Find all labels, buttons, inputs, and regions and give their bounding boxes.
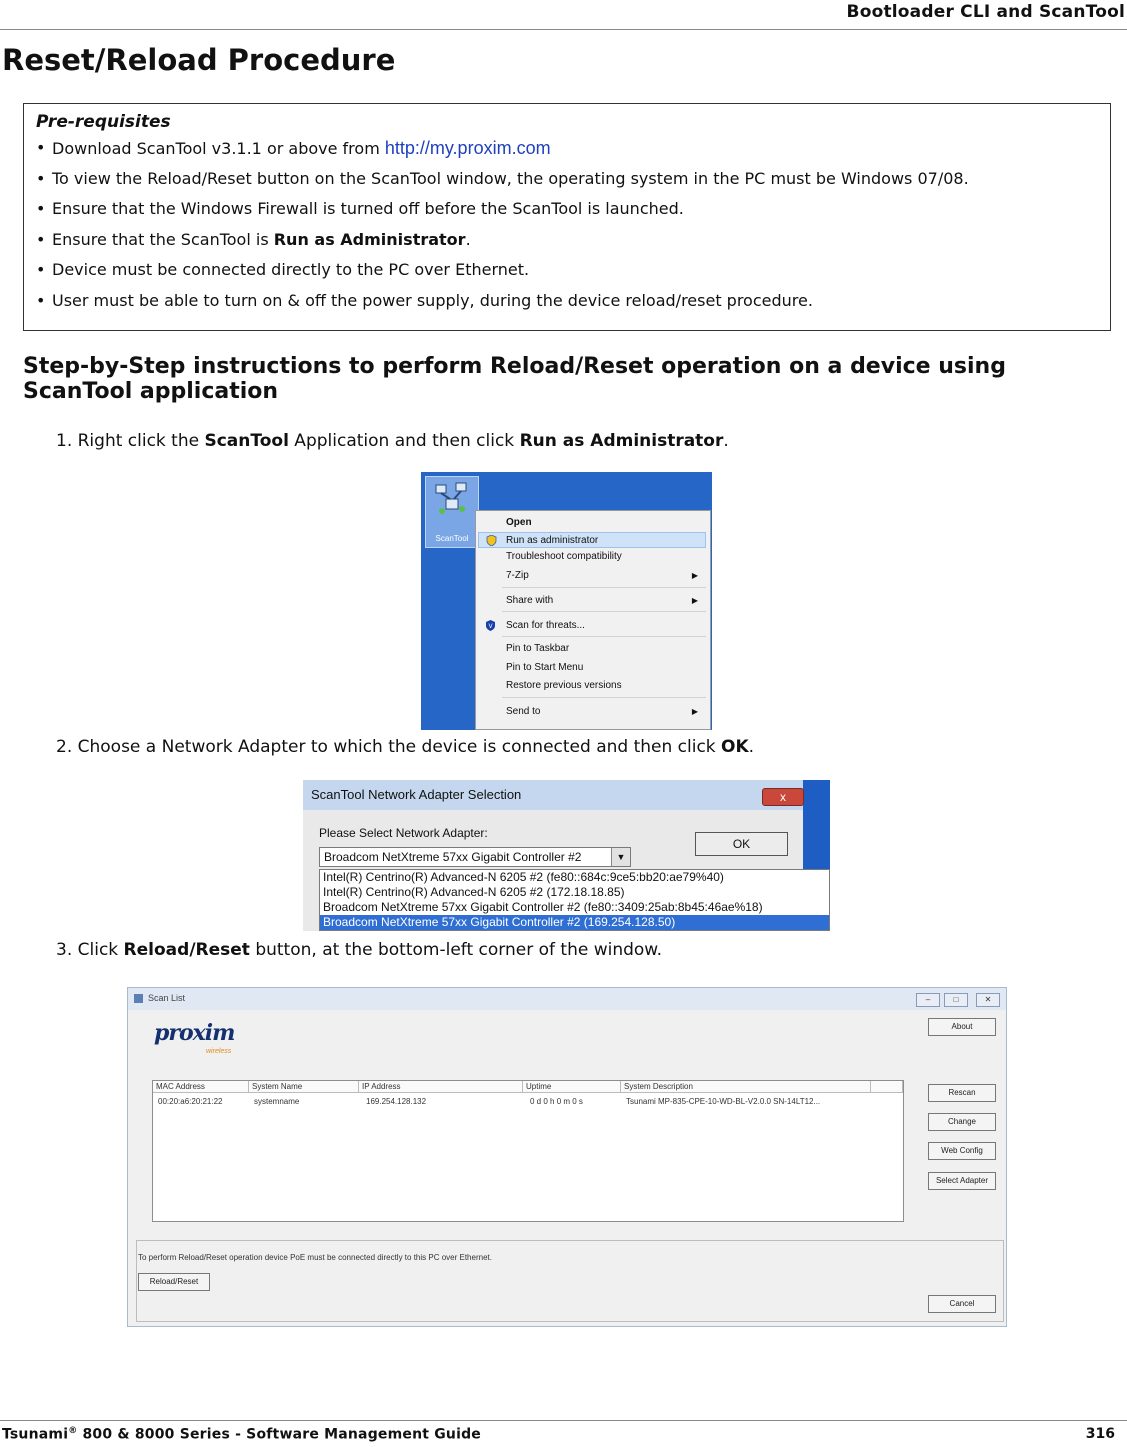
prereq-item <box>36 138 1098 169</box>
scantool-desktop-icon[interactable] <box>425 476 479 548</box>
menu-separator <box>502 587 706 588</box>
ok-button[interactable]: OK <box>695 832 788 856</box>
prereq-text: User must be able to turn on & off the power supply, during the device reload/reset procedure. <box>52 290 813 310</box>
step-text: . <box>748 737 755 757</box>
prereq-item <box>36 260 1098 291</box>
prereq-item <box>36 230 1098 261</box>
menu-item-label: Share with <box>506 595 554 606</box>
column-header[interactable]: Uptime <box>523 1081 621 1093</box>
page-title: Reset/Reload Procedure <box>2 43 396 77</box>
adapter-option[interactable]: Intel(R) Centrino(R) Advanced-N 6205 #2 (fe80::684c:9ce5:bb20:ae79%40) <box>323 870 724 884</box>
menu-item-open[interactable]: Open <box>506 517 532 528</box>
prerequisites-box <box>23 103 1111 331</box>
column-header[interactable]: MAC Address <box>153 1081 249 1093</box>
app-icon <box>134 994 143 1003</box>
bullet-icon: • <box>36 138 46 157</box>
change-button[interactable]: Change <box>928 1113 996 1131</box>
menu-item-restore[interactable]: Restore previous versions <box>506 680 622 691</box>
prereq-bold: Run as Administrator <box>273 229 466 249</box>
submenu-arrow-icon: ▶ <box>691 707 698 716</box>
window-titlebar <box>128 988 1006 1010</box>
step-text: 3. Click <box>56 940 124 960</box>
uac-shield-icon <box>486 535 497 546</box>
step-bold: ScanTool <box>204 431 289 451</box>
menu-item-7zip[interactable] <box>506 568 706 584</box>
menu-item-label: Send to <box>506 706 541 717</box>
table-cell[interactable]: systemname <box>254 1097 300 1106</box>
prereq-item <box>36 169 1098 200</box>
column-header[interactable]: System Description <box>621 1081 871 1093</box>
logo-tagline: wireless <box>206 1048 232 1055</box>
menu-item-pin-taskbar[interactable]: Pin to Taskbar <box>506 643 570 654</box>
proxim-link[interactable]: http://my.proxim.com <box>384 138 551 158</box>
step-text: . <box>723 431 729 451</box>
menu-item-scan-threats[interactable] <box>478 618 706 634</box>
table-cell[interactable]: Tsunami MP-835-CPE-10-WD-BL-V2.0.0 SN-14LT12... <box>626 1097 821 1106</box>
table-cell[interactable]: 169.254.128.132 <box>366 1097 427 1106</box>
bullet-icon: • <box>36 290 46 310</box>
chevron-down-icon[interactable]: ▼ <box>611 848 630 866</box>
page-number: 316 <box>1085 1426 1115 1442</box>
cancel-button[interactable]: Cancel <box>928 1295 996 1313</box>
menu-separator <box>502 636 706 637</box>
footer-title <box>2 1426 481 1443</box>
rescan-button[interactable]: Rescan <box>928 1084 996 1102</box>
step-text: 2. Choose a Network Adapter to which the device is connected and then click <box>56 737 722 757</box>
prereq-item <box>36 291 1098 322</box>
minimize-button[interactable]: – <box>916 993 940 1007</box>
menu-item-send-to[interactable] <box>506 704 706 720</box>
footer-rule <box>0 1420 1127 1421</box>
menu-item-troubleshoot[interactable]: Troubleshoot compatibility <box>506 551 622 562</box>
context-menu <box>475 510 711 730</box>
bullet-icon: • <box>36 260 46 279</box>
adapter-list[interactable] <box>319 869 830 931</box>
prereq-item <box>36 199 1098 230</box>
svg-text:V: V <box>488 623 493 630</box>
web-config-button[interactable]: Web Config <box>928 1142 996 1160</box>
footer-product: Tsunami <box>2 1426 69 1443</box>
column-header-filler <box>871 1081 903 1093</box>
menu-item-label: Scan for threats... <box>506 620 585 631</box>
menu-separator <box>502 611 706 612</box>
network-icon <box>434 481 470 519</box>
prereq-text: Device must be connected directly to the PC over Ethernet. <box>52 260 530 279</box>
reload-note: To perform Reload/Reset operation device PoE must be connected directly to this PC over Ethernet. <box>138 1253 492 1262</box>
step-text: Application and then click <box>288 431 520 451</box>
prereq-text-end: . <box>465 229 471 249</box>
bullet-icon: • <box>36 229 46 249</box>
submenu-arrow-icon: ▶ <box>691 571 698 580</box>
menu-item-pin-start[interactable]: Pin to Start Menu <box>506 662 584 673</box>
scan-list-screenshot <box>127 987 1007 1327</box>
adapter-option-selected[interactable]: Broadcom NetXtreme 57xx Gigabit Controller #2 (169.254.128.50) <box>320 915 829 930</box>
device-table <box>152 1080 904 1222</box>
column-header[interactable]: System Name <box>249 1081 359 1093</box>
bullet-icon: • <box>36 199 46 218</box>
context-menu-screenshot <box>421 472 712 730</box>
reload-reset-button[interactable]: Reload/Reset <box>138 1273 210 1291</box>
adapter-select[interactable] <box>319 847 631 867</box>
desktop-background <box>803 780 830 873</box>
adapter-option[interactable]: Intel(R) Centrino(R) Advanced-N 6205 #2 (172.18.18.85) <box>323 885 625 899</box>
step-bold: Reload/Reset <box>123 940 250 960</box>
prereq-text: To view the Reload/Reset button on the ScanTool window, the operating system in the PC must be Windows 07/08. <box>52 168 969 188</box>
steps-heading: Step-by-Step instructions to perform Reload/Reset operation on a device using ScanTool application <box>23 354 1006 404</box>
column-header[interactable]: IP Address <box>359 1081 523 1093</box>
prereq-text: Ensure that the ScanTool is <box>52 229 274 249</box>
adapter-dialog-screenshot <box>303 780 830 931</box>
running-header: Bootloader CLI and ScanTool <box>846 2 1125 22</box>
step-2 <box>56 737 754 757</box>
adapter-select-value: Broadcom NetXtreme 57xx Gigabit Controller #2 <box>324 850 582 864</box>
bullet-icon: • <box>36 168 46 188</box>
registered-mark: ® <box>68 1426 78 1436</box>
step-bold: Run as Administrator <box>519 431 724 451</box>
antivirus-icon <box>485 620 496 631</box>
proxim-logo: proxim <box>154 1020 235 1046</box>
step-text: 1. Right click the <box>56 431 205 451</box>
step-3 <box>56 940 662 960</box>
adapter-prompt: Please Select Network Adapter: <box>319 826 488 840</box>
adapter-option[interactable]: Broadcom NetXtreme 57xx Gigabit Controller #2 (fe80::3409:25ab:8b45:46ae%18) <box>323 900 763 914</box>
table-cell[interactable]: 00:20:a6:20:21:22 <box>158 1097 223 1106</box>
select-adapter-button[interactable]: Select Adapter <box>928 1172 996 1190</box>
step-1 <box>56 431 729 451</box>
menu-item-label: Run as administrator <box>506 535 599 546</box>
step-text: button, at the bottom-left corner of the window. <box>249 940 663 960</box>
window-title: Scan List <box>148 993 186 1003</box>
menu-item-label: 7-Zip <box>506 570 529 581</box>
window-close-button[interactable]: ✕ <box>976 993 1000 1007</box>
prerequisites-title: Pre-requisites <box>36 112 171 132</box>
table-cell[interactable]: 0 d 0 h 0 m 0 s <box>530 1097 583 1106</box>
header-rule <box>0 29 1127 30</box>
close-button[interactable]: x <box>762 788 804 806</box>
about-button[interactable]: About <box>928 1018 996 1036</box>
menu-item-share-with[interactable] <box>506 593 706 609</box>
maximize-button[interactable]: □ <box>944 993 968 1007</box>
icon-label: ScanTool <box>435 534 469 543</box>
prereq-text: Download ScanTool v3.1.1 or above from <box>52 139 385 158</box>
dialog-title: ScanTool Network Adapter Selection <box>303 780 830 810</box>
prereq-text: Ensure that the Windows Firewall is turned off before the ScanTool is launched. <box>52 199 684 218</box>
menu-item-run-as-admin[interactable] <box>478 532 706 548</box>
menu-separator <box>502 697 706 698</box>
footer-rest: 800 & 8000 Series - Software Management Guide <box>77 1426 482 1443</box>
submenu-arrow-icon: ▶ <box>691 596 698 605</box>
step-bold: OK <box>721 737 749 757</box>
